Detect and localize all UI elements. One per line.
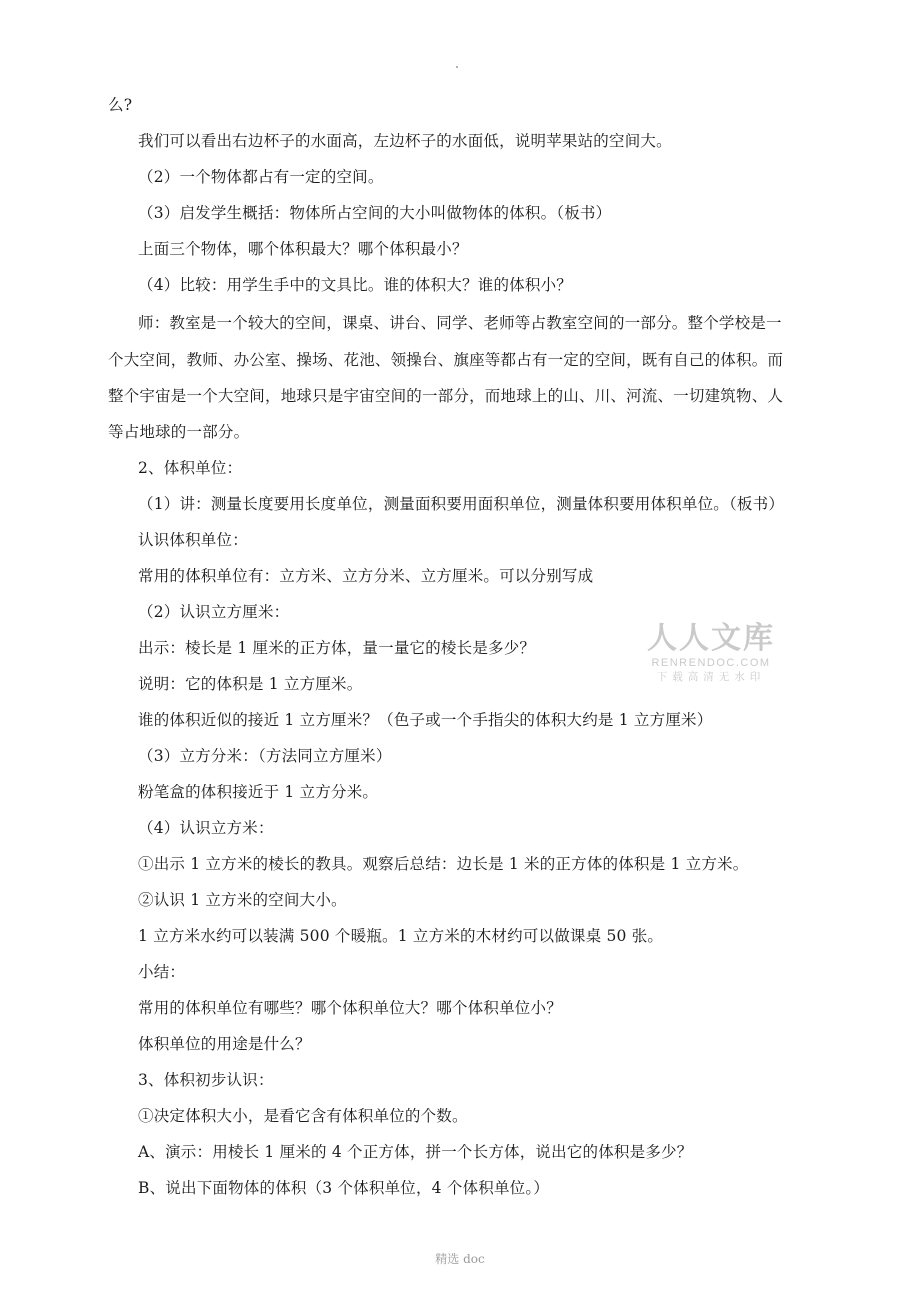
text-line: 常用的体积单位有：立方米、立方分米、立方厘米。可以分别写成 (138, 567, 594, 585)
text-line: 2、体积单位： (138, 459, 243, 477)
watermark-slogan: 下载高清无水印 (656, 671, 766, 683)
text-line: （2）认识立方厘米： (138, 603, 290, 621)
text-line: 上面三个物体，哪个体积最大？哪个体积最小？ (138, 240, 468, 258)
text-line: 等占地球的一部分。 (108, 423, 250, 441)
text-line: 谁的体积近似的接近 1 立方厘米？（色子或一个手指尖的体积大约是 1 立方厘米） (138, 711, 713, 729)
text-line: 体积单位的用途是什么？ (138, 1035, 311, 1053)
text-line: 常用的体积单位有哪些？哪个体积单位大？哪个体积单位小？ (138, 999, 562, 1017)
text-line: （3）启发学生概括：物体所占空间的大小叫做物体的体积。（板书） (138, 204, 612, 222)
watermark-title: 人人文库 (647, 621, 775, 656)
text-line: 粉笔盒的体积接近于 1 立方分米。 (138, 783, 379, 801)
text-line: （1）讲：测量长度要用长度单位，测量面积要用面积单位，测量体积要用体积单位。（板书） (138, 495, 785, 513)
text-line: 认识体积单位： (138, 531, 248, 549)
text-line: ①出示 1 立方米的棱长的教具。观察后总结：边长是 1 米的正方体的体积是 1 立方米。 (138, 855, 749, 873)
text-line: 我们可以看出右边杯子的水面高，左边杯子的水面低，说明苹果站的空间大。 (138, 132, 672, 150)
watermark-logo (646, 622, 776, 684)
text-line: （4）比较：用学生手中的文具比。谁的体积大？谁的体积小？ (138, 276, 572, 294)
text-line: 整个宇宙是一个大空间，地球只是宇宙空间的一部分，而地球上的山、川、河流、一切建筑物、人 (108, 387, 784, 405)
text-line: ②认识 1 立方米的空间大小。 (138, 891, 347, 909)
text-line: （4）认识立方米： (138, 819, 274, 837)
text-line: 出示：棱长是 1 厘米的正方体，量一量它的棱长是多少？ (138, 639, 536, 657)
text-line: 说明：它的体积是 1 立方厘米。 (138, 675, 363, 693)
text-line: B、说出下面物体的体积（3 个体积单位，4 个体积单位。） (138, 1179, 550, 1197)
header-dot (456, 66, 458, 68)
text-line: 么? (108, 96, 133, 114)
watermark-domain: RENRENDOC.COM (651, 657, 771, 669)
text-line: A、演示：用棱长 1 厘米的 4 个正方体，拼一个长方体，说出它的体积是多少？ (138, 1143, 693, 1161)
text-line: 3、体积初步认识： (138, 1071, 274, 1089)
text-line: 个大空间，教师、办公室、操场、花池、领操台、旗座等都占有一定的空间，既有自己的体积。而 (108, 351, 784, 369)
text-line: 1 立方米水约可以装满 500 个暖瓶。1 立方米的木材约可以做课桌 50 张。 (138, 927, 664, 945)
text-line: 师：教室是一个较大的空间，课桌、讲台、同学、老师等占教室空间的一部分。整个学校是一 (138, 314, 782, 332)
text-line: （2）一个物体都占有一定的空间。 (138, 168, 384, 186)
text-line: 小结： (138, 963, 186, 981)
page-footer: 精选 doc (435, 1252, 485, 1266)
text-line: ①决定体积大小，是看它含有体积单位的个数。 (138, 1107, 468, 1125)
text-line: （3）立方分米：（方法同立方厘米） (138, 747, 392, 765)
